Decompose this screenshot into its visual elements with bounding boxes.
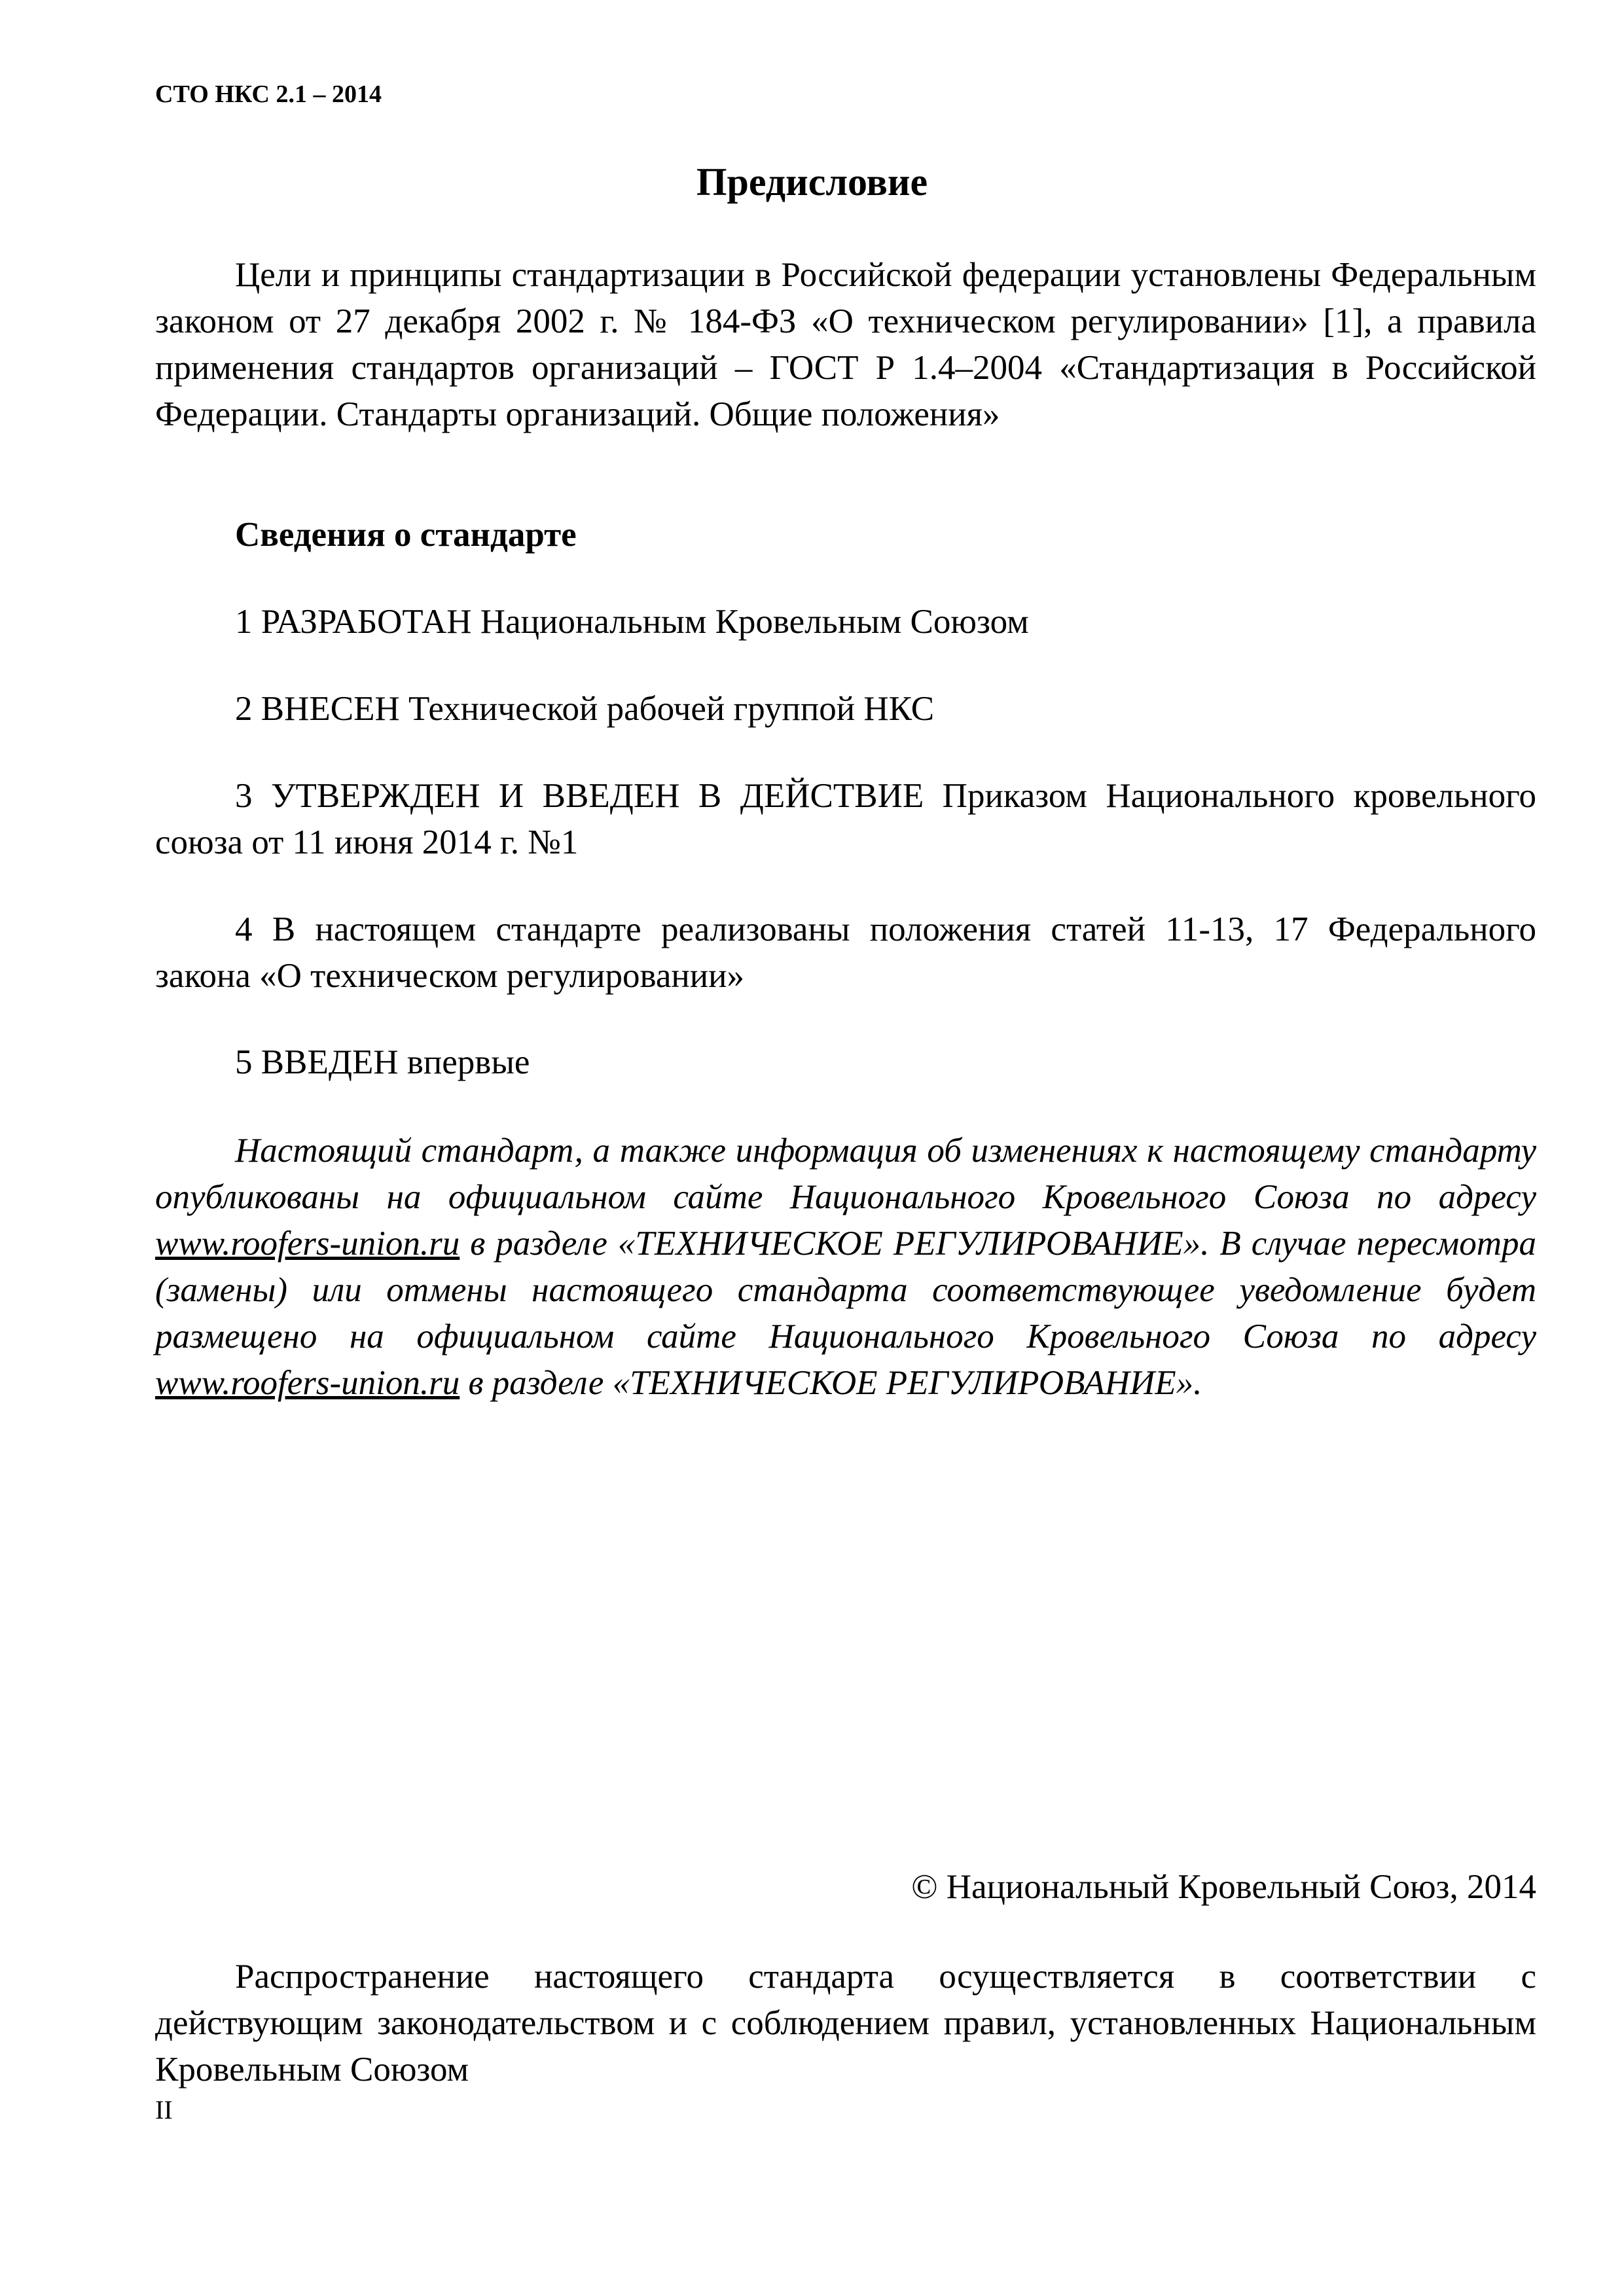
standard-code-header: СТО НКС 2.1 – 2014 (155, 81, 382, 108)
copyright-line: © Национальный Кровельный Союз, 2014 (911, 1868, 1536, 1906)
distribution-paragraph: Распространение настоящего стандарта осуществляется в соответствии с действующим законодательством и с соблюдением правил, установленных Национальным Кровельным Союзом (155, 1958, 1536, 2089)
info-item-2: 2 ВНЕСЕН Технической рабочей группой НКС (235, 690, 935, 728)
intro-paragraph: Цели и принципы стандартизации в Российской федерации установлены Федеральным законом от 27 декабря 2002 г. № 184-ФЗ «О техническом регулировании» [1], а правила применения стандартов организаций – ГОСТ Р 1.4–2004 «Стандартизация в Российской Федерации. Стандарты организаций. Общие положения» (155, 256, 1536, 433)
page-title: Предисловие (696, 160, 928, 204)
notice-text-1: Настоящий стандарт, а также информация об изменениях к настоящему стандарту опубликованы на официальном сайте Национального Кровельного Союза по адресу (155, 1132, 1536, 1216)
page-number: II (155, 2095, 173, 2125)
info-item-5: 5 ВВЕДЕН впервые (235, 1043, 530, 1081)
info-heading: Сведения о стандарте (235, 516, 577, 554)
publication-notice (155, 1128, 1536, 1407)
notice-text-3: в разделе «ТЕХНИЧЕСКОЕ РЕГУЛИРОВАНИЕ». (460, 1364, 1202, 1402)
info-item-3: 3 УТВЕРЖДЕН И ВВЕДЕН В ДЕЙСТВИЕ Приказом Национального кровельного союза от 11 июня 2014 г. №1 (155, 777, 1536, 861)
info-item-1: 1 РАЗРАБОТАН Национальным Кровельным Союзом (235, 603, 1029, 641)
info-item-4: 4 В настоящем стандарте реализованы положения статей 11-13, 17 Федерального закона «О техническом регулировании» (155, 910, 1536, 995)
website-link-1[interactable]: www.roofers-union.ru (155, 1225, 460, 1263)
website-link-2[interactable]: www.roofers-union.ru (155, 1364, 460, 1402)
notice-text-2: в разделе «ТЕХНИЧЕСКОЕ РЕГУЛИРОВАНИЕ». В случае пересмотра (замены) или отмены настоящего стандарта соответствующее уведомление будет размещено на официальном сайте Национального Кровельного Союза по адресу (155, 1225, 1536, 1355)
